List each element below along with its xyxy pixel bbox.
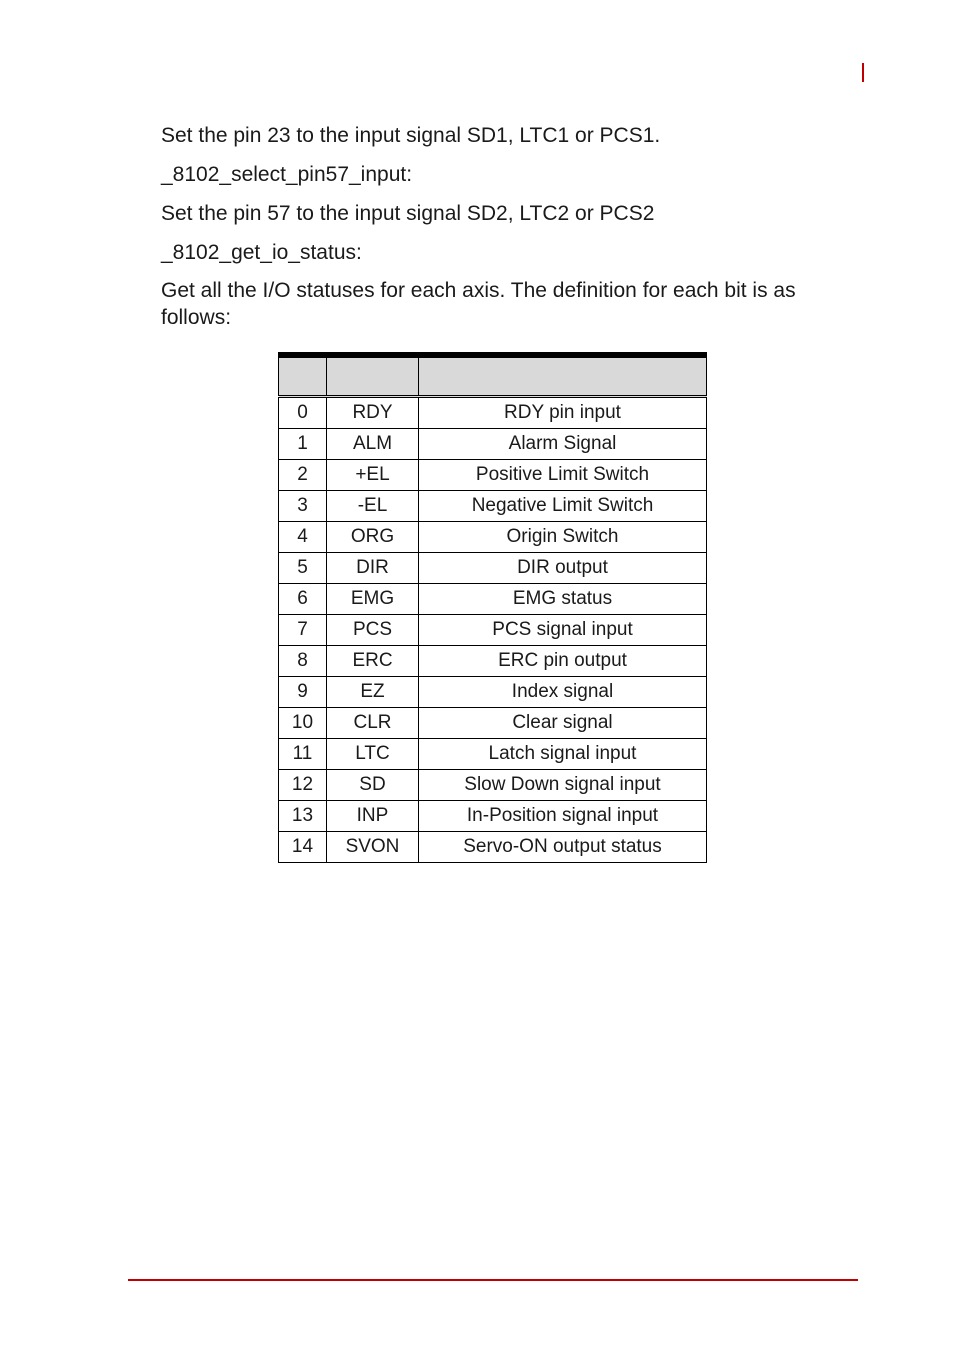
bit-cell: 1 (279, 429, 327, 460)
table-row (279, 615, 707, 646)
description-cell: PCS signal input (419, 615, 707, 646)
symbol-cell: EZ (327, 677, 419, 708)
table-row (279, 429, 707, 460)
header-cell-description (419, 355, 707, 397)
description-cell: Servo-ON output status (419, 832, 707, 863)
symbol-cell: ALM (327, 429, 419, 460)
bit-cell: 2 (279, 460, 327, 491)
table-row (279, 553, 707, 584)
paragraph-io-status-description: Get all the I/O statuses for each axis. The definition for each bit is as follows: (161, 279, 796, 329)
function-name-select-pin57: _8102_select_pin57_input: (161, 163, 413, 186)
description-cell: Negative Limit Switch (419, 491, 707, 522)
description-cell: RDY pin input (419, 397, 707, 429)
footer-rule (128, 1279, 858, 1281)
symbol-cell: DIR (327, 553, 419, 584)
table-row (279, 770, 707, 801)
table-row (279, 832, 707, 863)
bit-cell: 10 (279, 708, 327, 739)
table-row (279, 491, 707, 522)
table-row (279, 801, 707, 832)
io-status-bit-table (278, 352, 707, 863)
symbol-cell: ORG (327, 522, 419, 553)
bit-cell: 9 (279, 677, 327, 708)
paragraph-pin23-description: Set the pin 23 to the input signal SD1, LTC1 or PCS1. (161, 124, 661, 147)
bit-cell: 11 (279, 739, 327, 770)
description-cell: ERC pin output (419, 646, 707, 677)
table-header-row (279, 355, 707, 397)
table-row (279, 460, 707, 491)
bit-cell: 4 (279, 522, 327, 553)
description-cell: Alarm Signal (419, 429, 707, 460)
table-row (279, 646, 707, 677)
description-cell: In-Position signal input (419, 801, 707, 832)
description-cell: EMG status (419, 584, 707, 615)
header-accent-mark (862, 63, 864, 82)
table-row (279, 584, 707, 615)
bit-cell: 5 (279, 553, 327, 584)
bit-cell: 8 (279, 646, 327, 677)
symbol-cell: SVON (327, 832, 419, 863)
symbol-cell: SD (327, 770, 419, 801)
description-cell: Origin Switch (419, 522, 707, 553)
symbol-cell: LTC (327, 739, 419, 770)
table-row (279, 677, 707, 708)
symbol-cell: RDY (327, 397, 419, 429)
table-row (279, 739, 707, 770)
table-row (279, 708, 707, 739)
table-row (279, 522, 707, 553)
symbol-cell: PCS (327, 615, 419, 646)
function-name-get-io-status: _8102_get_io_status: (161, 241, 362, 264)
bit-cell: 14 (279, 832, 327, 863)
symbol-cell: ERC (327, 646, 419, 677)
description-cell: Clear signal (419, 708, 707, 739)
description-cell: Latch signal input (419, 739, 707, 770)
paragraph-pin57-description: Set the pin 57 to the input signal SD2, LTC2 or PCS2 (161, 202, 655, 225)
description-cell: Slow Down signal input (419, 770, 707, 801)
header-cell-bit (279, 355, 327, 397)
bit-cell: 12 (279, 770, 327, 801)
table-row (279, 397, 707, 429)
symbol-cell: -EL (327, 491, 419, 522)
description-cell: Positive Limit Switch (419, 460, 707, 491)
symbol-cell: +EL (327, 460, 419, 491)
bit-cell: 7 (279, 615, 327, 646)
bit-cell: 13 (279, 801, 327, 832)
bit-cell: 0 (279, 397, 327, 429)
bit-cell: 6 (279, 584, 327, 615)
symbol-cell: INP (327, 801, 419, 832)
header-cell-symbol (327, 355, 419, 397)
symbol-cell: CLR (327, 708, 419, 739)
bit-cell: 3 (279, 491, 327, 522)
description-cell: DIR output (419, 553, 707, 584)
symbol-cell: EMG (327, 584, 419, 615)
description-cell: Index signal (419, 677, 707, 708)
